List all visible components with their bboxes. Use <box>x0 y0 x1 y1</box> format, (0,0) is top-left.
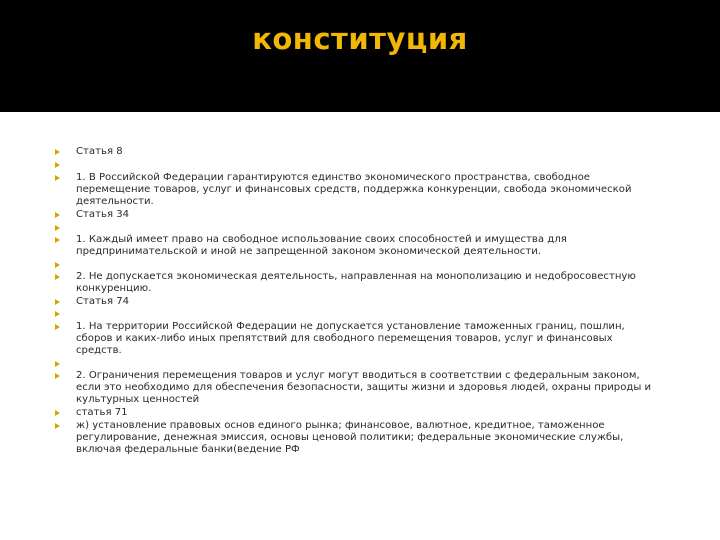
text-line: Статья 8 <box>76 146 123 157</box>
gold-triangle-bullet-icon <box>55 324 60 330</box>
text-line: 1. Каждый имеет право на свободное использование своих способностей и имущества для <box>76 234 567 245</box>
gold-triangle-bullet-icon <box>55 225 60 231</box>
text-line: если это необходимо для обеспечения безопасности, защиты жизни и здоровья людей, охраны природы и <box>76 382 652 393</box>
gold-triangle-bullet-icon <box>55 361 60 367</box>
text-line: ж) установление правовых основ единого рынка; финансовое, валютное, кредитное, таможенное <box>76 420 605 431</box>
gold-triangle-bullet-icon <box>55 175 60 181</box>
gold-triangle-bullet-icon <box>55 237 60 243</box>
text-line: Статья 74 <box>76 296 130 307</box>
gold-triangle-bullet-icon <box>55 410 60 416</box>
text-line: 2. Ограничения перемещения товаров и услуг могут вводиться в соответствии с федеральным законом, <box>76 370 640 381</box>
text-line: Статья 34 <box>76 209 130 220</box>
text-line: регулирование, денежная эмиссия, основы ценовой политики; федеральные экономические службы, <box>76 432 624 443</box>
gold-triangle-bullet-icon <box>55 274 60 280</box>
gold-triangle-bullet-icon <box>55 262 60 268</box>
gold-triangle-bullet-icon <box>55 423 60 429</box>
gold-triangle-bullet-icon <box>55 149 60 155</box>
text-line: средств. <box>76 345 122 356</box>
gold-triangle-bullet-icon <box>55 212 60 218</box>
text-line: деятельности. <box>76 196 154 207</box>
text-line: статья 71 <box>76 407 128 418</box>
text-line: 1. В Российской Федерации гарантируются единство экономического пространства, свободное <box>76 172 591 183</box>
text-line: 1. На территории Российской Федерации не допускается установление таможенных границ, пошлин, <box>76 321 625 332</box>
text-line: культурных ценностей <box>76 394 200 405</box>
text-line: сборов и каких-либо иных препятствий для свободного перемещения товаров, услуг и финансовых <box>76 333 613 344</box>
text-line: перемещение товаров, услуг и финансовых средств, поддержка конкуренции, свобода экономической <box>76 184 632 195</box>
text-line: конкуренцию. <box>76 283 152 294</box>
gold-triangle-bullet-icon <box>55 311 60 317</box>
gold-triangle-bullet-icon <box>55 373 60 379</box>
text-line: предпринимательской и иной не запрещенной законом экономической деятельности. <box>76 246 541 257</box>
text-line: 2. Не допускается экономическая деятельность, направленная на монополизацию и недобросовестную <box>76 271 636 282</box>
gold-triangle-bullet-icon <box>55 299 60 305</box>
text-line: включая федеральные банки(ведение РФ <box>76 444 300 455</box>
slide-title: конституция <box>252 22 468 56</box>
gold-triangle-bullet-icon <box>55 162 60 168</box>
